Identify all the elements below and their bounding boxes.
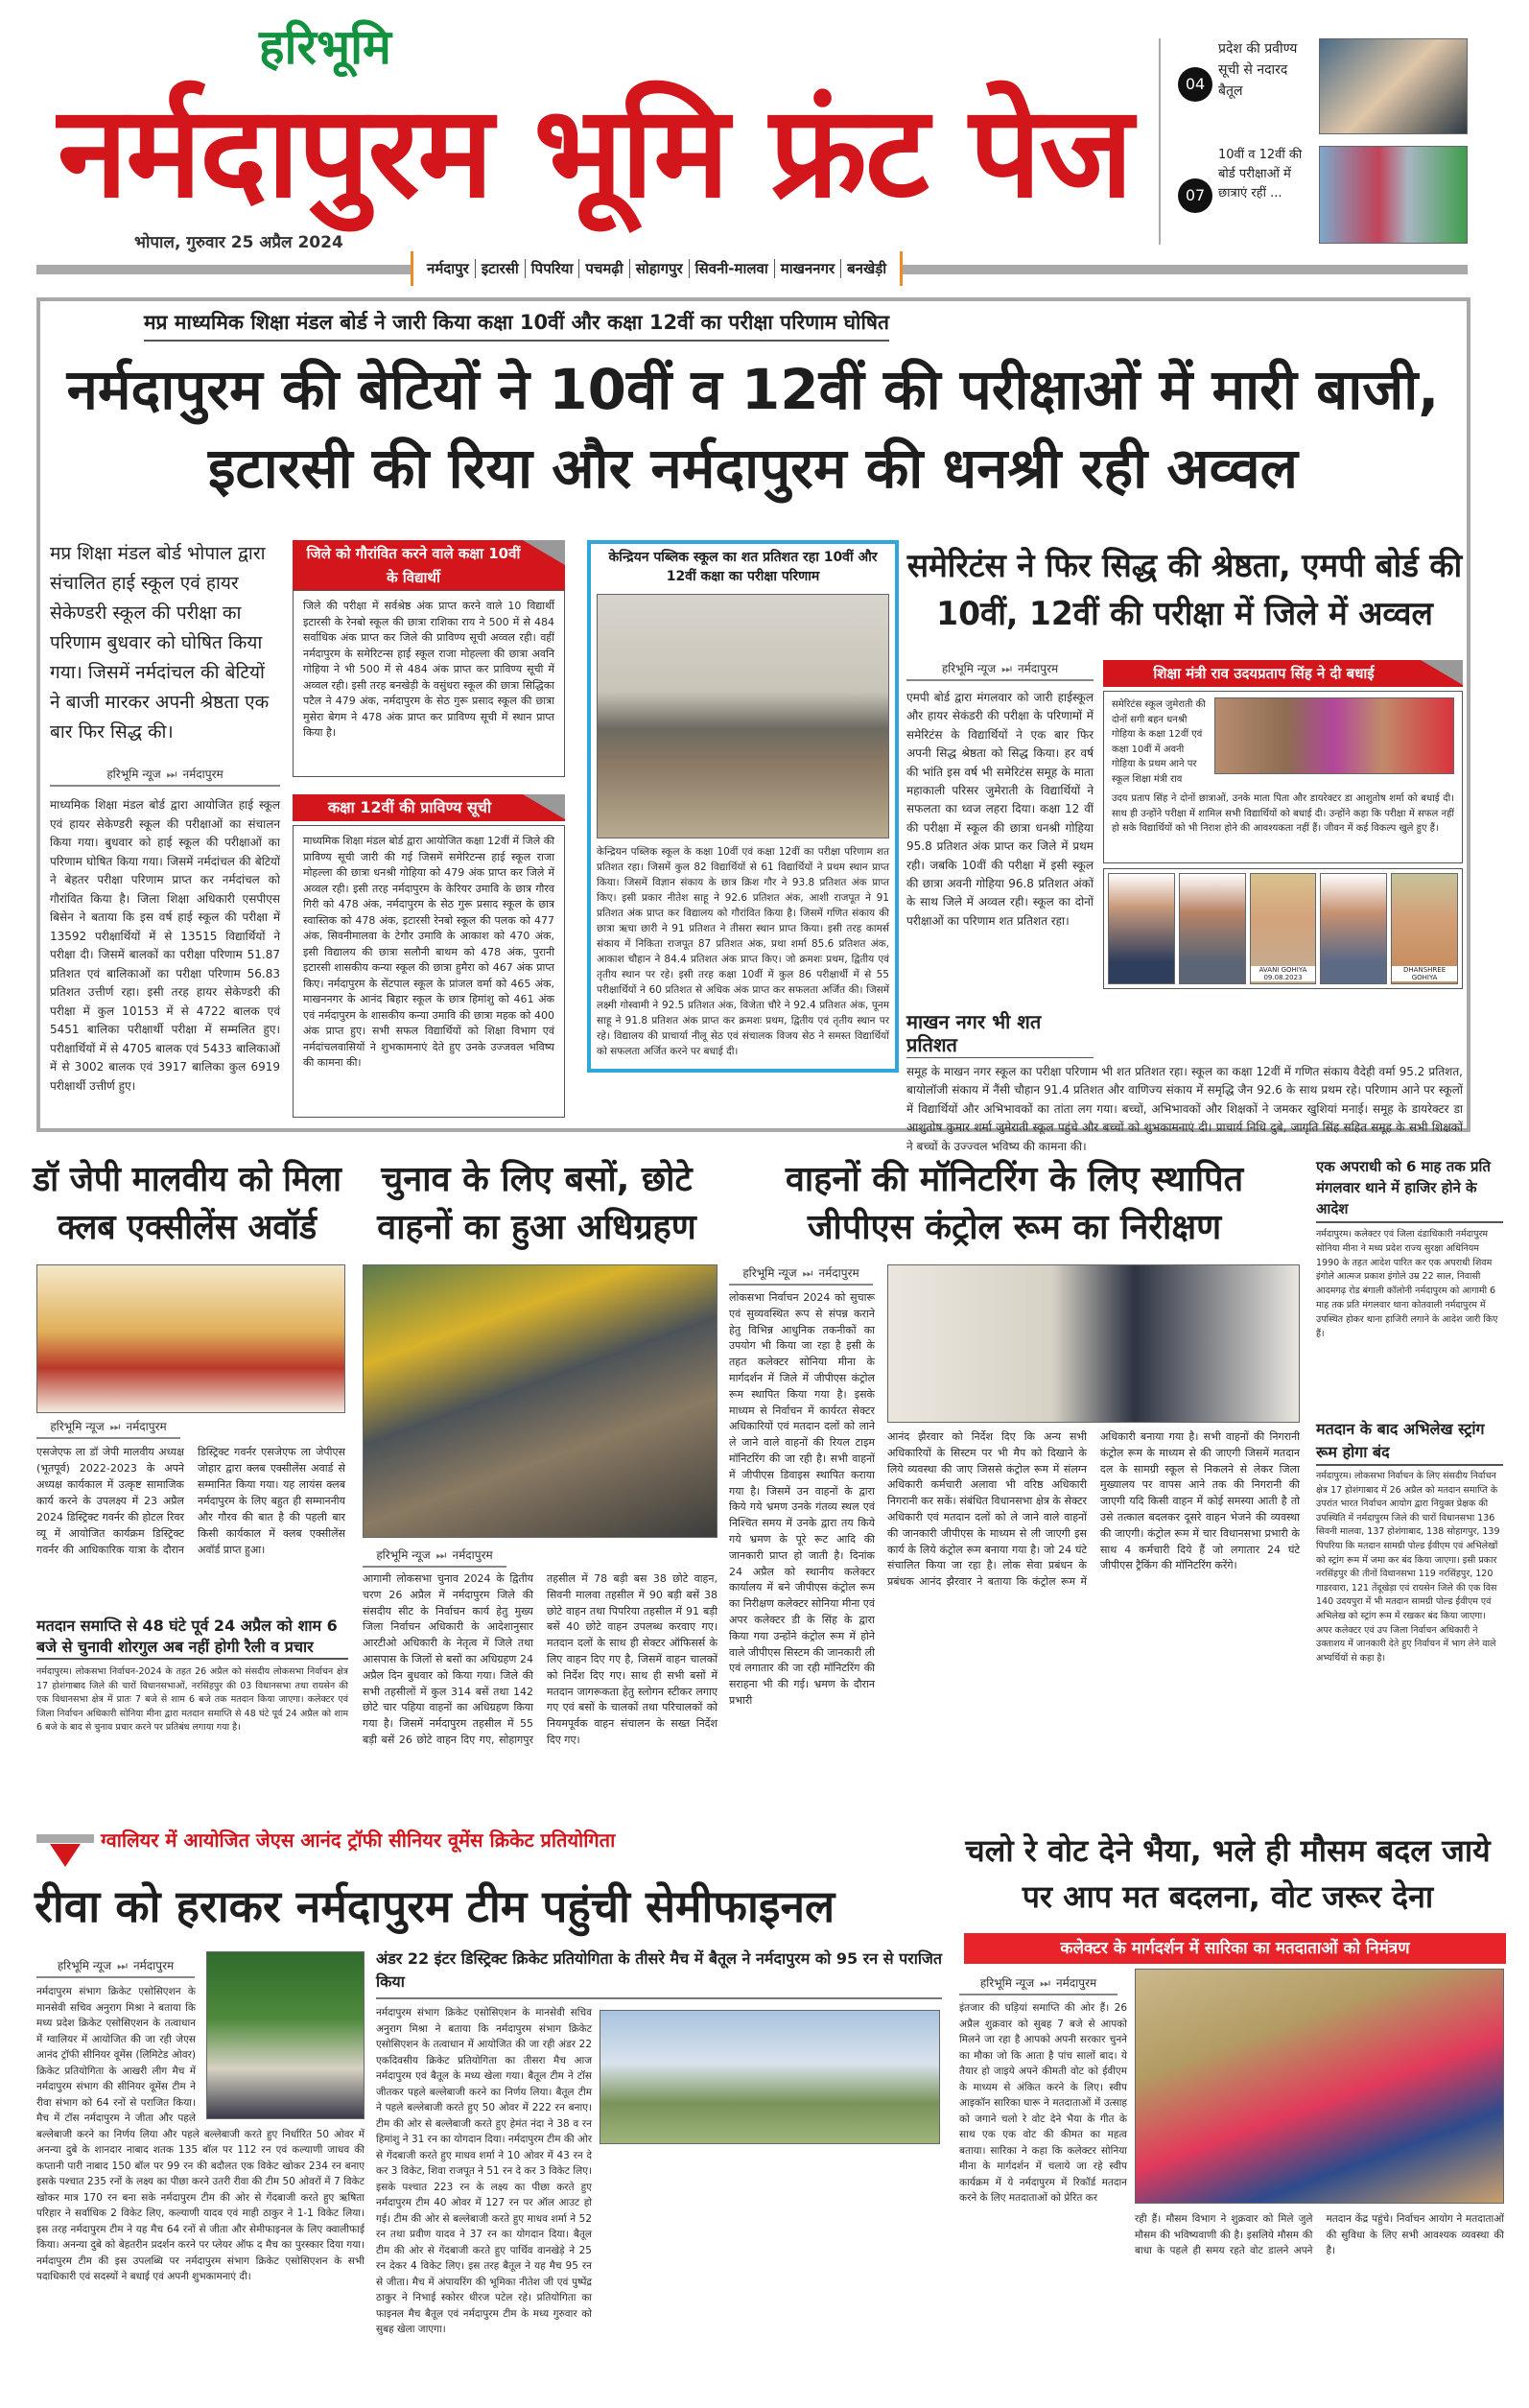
buses-body: आगामी लोकसभा चुनाव 2024 के द्वितीय चरण 26 अप्रैल में नर्मदापुरम जिले की संसदीय सीट के निर्वाचन कार्य हेतु मुख्य जिला निर्वाचन अधिकारी के आदेशानुसार आरटीओ अधिकारी के नेतृत्व में जिले तथा आसपास के जिलों से बसों का अधिग्रहण 24 अप्रैल दिन बुधवार को किया गया। जिले की सभी तहसीलों में कुल 314 बसें तथा 142 छोटे चार पहिया वाहनों का अधिग्रहण किया गया है। जिसमें नर्मदापुरम तहसील में 55 बड़ी बसें 26 छोटे वाहन दिए गए, सोहागपुर तहसील में 78 बड़ी बस 38 छोटे वाहन, सिवनी मालवा तहसील में 90 बड़ी बसें 38 छोटे वाहन तथा पिपरिया तहसील में 91 बड़ी बसें 40 छोटे वाहन उपलब्ध करवाए गए। मतदान दलों के साथ ही सेक्टर ऑफिसर्स के लिए वाहन दिए गए है, जिसमें वाहन चालकों को निर्देश दिए गए। साथ ही सभी बसों में मतदान जागरूकता हेतु स्लोगन स्टीकर लगाए गए एवं बसों के चालकों तथा परिचालकों को नियमपूर्वक वाहन संचालन के सख्त निर्देश दिए गए। (363, 1572, 717, 1746)
location-link[interactable]: नर्मदापुर (421, 259, 476, 278)
lead-headline: नर्मदापुरम की बेटियों ने 10वीं व 12वीं की परीक्षाओं में मारी बाजी, इटारसी की रिया और नर्मदापुरम की धनश्री रही अव्वल (66, 357, 1440, 501)
portrait-caption: DHANSHREE GOHIYA (1392, 966, 1457, 981)
gps-headline: वाहनों की मॉनिटरिंग के लिए स्थापित जीपीएस कंट्रोल रूम का निरीक्षण (785, 1160, 1244, 1247)
strongroom-body: नर्मदापुरम। लोकसभा निर्वाचन के लिए संसदीय निर्वाचन क्षेत्र 17 होशंगाबाद में 26 अप्रैल को मतदान समाप्ति के उपरांत भारत निर्वाचन आयोग द्वारा नियुक्त प्रेक्षक की उपस्थिति में नर्मदापुरम जिले की चारों विधानसभा 136 सिवनी मालवा, 137 होशंगाबाद, 138 सोहागपुर, 139 पिपरिया कि मतदान सामग्री पोल्ड ईवीएम एवं अभिलेखों को स्ट्रांग रूम में जमा कर बंद किया जाएगा। इसी प्रकार नरसिंहपुर की तीनों विधानसभा 119 नरसिंहपुर, 120 गाडरवारा, 121 तेंदूखेड़ा एवं रायसेन जिले की एक विस 140 उदयपुरा में भी मतदान सामग्री पोल्ड ईवीएम एवं अभिलेख को स्ट्रांग रूम में रखकर बंद किया जाएगा। अपर कलेक्टर एवं उप जिला निर्वाचन अधिकारी ने उक्ताशय में जानकारी देते हुए निर्वाचन में भाग लेने वाले अभ्यर्थियों से कहा है। (1316, 1471, 1500, 1664)
minister-body-bottom: उदय प्रताप सिंह ने दोनों छात्राओं, उनके माता पिता और डायरेक्टर डा आशुतोष शर्मा को बधाई दी। साथ ही उन्होंने परीक्षा में शामिल सभी विद्यार्थियों को बधाई दी। उन्होंने कहा कि परीक्षा में सफल नहीं हो सके विद्यार्थियों को भी निराश होने की आवश्यकता नहीं हैं। जीवन में कई विकल्प खुले हुए हैं। (1112, 793, 1454, 834)
minister-photo (1214, 697, 1454, 774)
buses-photo (363, 1264, 717, 1538)
malviya-headline: डॉ जेपी मालवीय को मिला क्लब एक्सीलेंस अवॉर्ड (33, 1160, 341, 1247)
kendriya-story (587, 540, 899, 1073)
u22-body: नर्मदापुरम संभाग क्रिकेट एसोसिएशन के मानसेवी सचिव अनुराग मिश्रा ने बताया कि नर्मदापुरम संभाग क्रिकेट एसोसिएशन के तत्वाधान में आयोजित की जा रही अंडर 22 एकदिवसीय क्रिकेट प्रतियोगिता का तीसरा मैच आज नर्मदापुरम एवं बैतूल के मध्य खेला गया। बैतूल टीम ने टॉस जीतकर पहले बल्लेबाजी करने का निर्णय लिया। बैतूल टीम ने पहले बल्लेबाजी करते हुए 50 ओवर में 222 रन बनाए। टीम की ओर से बल्लेबाजी करते हुए हेमंत नंदा ने 38 व रन हिमांशु ने 31 रन का योगदान दिया। नर्मदापुरम टीम की ओर से गेंदबाजी करते हुए माधव शर्मा ने 10 ओवर में 43 रन दे कर 3 विकेट, शिवा राजपूत ने 51 रन दे कर 3 विकेट लिए। इसके पश्चात 223 रन के लक्ष्य का पीछा करते हुए नर्मदापुरम टीम 40 ओवर में 127 रन पर ऑल आउट हो गई। टीम की ओर से बल्लेबाजी करते हुए माधव शर्मा ने 52 रन तथा प्रवीण यादव ने 37 रन का योगदान दिया। बैतूल टीम की ओर से गेंदबाजी करते हुए पार्थिव वानखेड़े ने 25 रन देकर 4 विकेट लिए। इस तरह बैतूल ने यह मैच 95 रन से जीता। मैच में अंपायरिंग की भूमिका नीतेश जी एवं पुष्पेंद्र ठाकुर ने निभाई स्कोरर धीरज पटेल रहे। प्रतियोगिता का फाइनल मैच बैतूल एवं नर्मदापुरम टीम के मध्य गुरुवार को सुबह खेला जाएगा। (376, 2007, 592, 2335)
samaritans-body-2: समूह के माखन नगर स्कूल का परीक्षा परिणाम भी शत प्रतिशत रहा। स्कूल का कक्षा 12वीं में गणित संकाय वैदेही वर्मा 95.2 प्रतिशत, बायोलॉजी संकाय में नैंसी चौहान 91.4 प्रतिशत और वाणिज्य संकाय में समृद्धि जैन 92.6 के साथ प्रथम रहे। परिणाम आने पर स्कूलों में विद्यार्थियों और अभिभावकों का तांता लग गया। बच्चों, अभिभावकों और शिक्षकों ने जमकर खुशियां मनाई। समूह के डायरेक्टर डा आशुतोष कुमार शर्मा जुमेराती स्कूल पहुंचे और बच्चों को शुभकामनाएं दी। प्राचार्य निधि दुबे, जागृति सिंह सहित समूह के सभी शिक्षकों ने बच्चों के उज्ज्वल भविष्य की कामना की। (906, 1065, 1463, 1153)
student-portrait (1108, 873, 1175, 984)
order-headline: एक अपराधी को 6 माह तक प्रति मंगलवार थाने में हाजिर होने के आदेश (1316, 1156, 1503, 1223)
byline-agency: हरिभूमि न्यूज (57, 1959, 112, 1972)
kicker-chevron-icon (50, 1844, 81, 1867)
gps-body: लोकसभा निर्वाचन 2024 को सुचारू एवं सुव्यवस्थित रूप से संपन्न कराने हेतु विभिन्न आधुनिक तकनीकों का उपयोग भी किया जा रहा है इसी के तहत कलेक्टर सोनिया मीना के मार्गदर्शन में जिले में जीपीएस कंट्रोल रूम स्थापित किया गया है। इसके माध्यम से निर्वाचन में कार्यरत सेक्टर अधिकारियों एवं मतदान दलों को लाने ले जाने वाले वाहनों की रियल टाइम मॉनिटरिंग की जा रही है। सभी वाहनों में जीपीएस डिवाइस स्थापित कराया गया है। जिसमें उन वाहनों के द्वारा किये गये भ्रमण उनके गंतव्य स्थल एवं निश्चित समय में उनके द्वारा तय किये गये भ्रमण के पूरे रूट आदि की जानकारी प्राप्त हो जाती है। दिनांक 24 अप्रैल को स्थानीय कलेक्टर कार्यालय में बने जीपीएस कंट्रोल रूम का निरीक्षण कलेक्टर सोनिया मीना एवं अपर कलेक्टर डी के सिंह के द्वारा किया गया उन्होंने कंट्रोल रूम में होने वाले जीपीएस सिस्टम की जानकारी ली एवं लगातार की जा रही मॉनिटरिंग की सराहना भी की गई। भ्रमण के दौरान प्रभारी (729, 1291, 875, 1707)
teaser-text: प्रदेश की प्रवीण्य सूची से नदारद बैतूल (1218, 41, 1298, 99)
location-link[interactable]: बनखेड़ी (847, 260, 887, 277)
samaritans-body: एमपी बोर्ड द्वारा मंगलवार को जारी हाईस्कूल और हायर सेकंडरी की परीक्षा के परिणामों में समेरिटंस के विद्यार्थियों ने एक बार फिर अपनी सिद्ध श्रेष्ठता को सिद्ध किया। हर वर्ष की भांति इस वर्ष भी समेरिटंस समूह के माता महाकाली परिसर जुमेराती के विद्यार्थियों ने सफलता का ध्वज लहरा दिया। कक्षा 12 वीं की परीक्षा में स्कूल की छात्रा धनश्री गोहिया 95.8 प्रतिशत अंक प्राप्त कर जिले में प्रथम रही। जबकि 10वीं की परीक्षा में इसी स्कूल की छात्रा अवनी गोहिया 96.8 प्रतिशत अंकों के साथ जिले में अव्वल रही। स्कूल का दोनों परीक्षाओं का परिणाम शत प्रतिशत रहा। (906, 691, 1094, 928)
byline-city: नर्मदापुरम (818, 1266, 859, 1280)
fast-forward-icon: ⏭ (802, 1266, 813, 1280)
location-link[interactable]: माखननगर (775, 259, 841, 278)
student-portrait (1179, 873, 1246, 984)
cricket-match-photo (600, 2010, 940, 2144)
samaritans-headline: समेरिटंस ने फिर सिद्ध की श्रेष्ठता, एमपी बोर्ड की 10वीं, 12वीं की परीक्षा में जिले में अव्वल (906, 547, 1463, 633)
fast-forward-icon: ⏭ (1001, 662, 1012, 675)
page-number-badge: 04 (1178, 67, 1212, 102)
box10-body: जिले की परीक्षा में सर्वश्रेष्ठ अंक प्राप्त करने वाले 10 विद्यार्थी इटारसी के रेनबो स्कूल की छात्रा राशिका राय ने 500 में से 484 सर्वाधिक अंक प्राप्त कर जिले की प्राविण्य सूची अव्वल रही। वहीं नर्मदापुरम के समेरिटन्स हाई स्कूल राजा मोहल्ला की छात्रा अवनि गोहिया ने भी 500 में से 484 अंक प्राप्त कर प्राविण्य सूची में अव्वल रही। इसी तरह बनखेड़ी के वसुंधरा स्कूल की छात्रा सिद्धिका पटैल ने 479 अंक, नर्मदापुरम के सेठ गुरू प्रसाद स्कूल की छात्रा मुसेरा बेगम ने 478 अंक प्राप्त कर प्राविण्य सूची में स्थान प्राप्त किया है। (293, 590, 565, 777)
kicker-bar (36, 1834, 94, 1843)
student-portrait (1320, 873, 1387, 984)
award-ceremony-photo (36, 1264, 345, 1413)
samaritans-subhead: माखन नगर भी शत प्रतिशत (906, 1010, 1094, 1058)
gps-body-2: आनंद झैरवार को निर्देश दिए कि अन्य सभी अधिकारियों के सिस्टम पर भी मैप को दिखाने के लिये व्यवस्था की जाए जिससे कंट्रोल रूम में संलग्न अधिकारी कर्मचारी अलावा भी वरिष्ठ अधिकारी निगरानी कर सकें। संबंधित विधानसभा क्षेत्र के सेक्टर अधिकारी एवं मतदान दलों को ले जाने वाले वाहनों की जानकारी जीपीएस के माध्यम से ली जाएगी इस कार्य के लिये कंट्रोल रूम बनाया गया है। जो 24 घंटे संचालित किया जा रहा है। लोक सेवा प्रबंधन के प्रबंधक आनंद झैरवार ने बताया कि कंट्रोल रूम में अधिकारी बनाया गया है। सभी वाहनों की निगरानी कंट्रोल रूम के माध्यम से की जाएगी जिसमें मतदान दल के सामग्री स्कूल से निकलने से लेकर जिला मुख्यालय पर वापस आने तक की निगरानी की जाएगी यदि किसी वाहन में कोई समस्या आती है तो उसे तत्काल बदलकर दूसरे वाहन भेजने की व्यवस्था की जाएगी। कंट्रोल रूम में चार विधानसभा प्रभारी के साथ 4 कर्मचारी दिये हैं जो लगातार 24 घंटे जीपीएस ट्रैकिंग की मॉनिटरिंग करेंगे। (887, 1430, 1300, 1589)
byline (36, 1957, 195, 1978)
portrait-caption: AVANI GOHIYA 09.08.2023 (1251, 966, 1316, 981)
lead-deck: मप्र माध्यमिक शिक्षा मंडल बोर्ड ने जारी किया कक्षा 10वीं और कक्षा 12वीं का परीक्षा परिणाम घोषित (144, 309, 889, 342)
teaser-photo (1319, 146, 1468, 244)
team-photo-gap (196, 1984, 365, 2126)
byline-agency: हरिभूमि न्यूज (376, 1548, 431, 1562)
student-portraits (1103, 868, 1463, 989)
u22-headline: अंडर 22 इंटर डिस्ट्रिक्ट क्रिकेट प्रतियोगिता के तीसरे मैच में बैतूल ने नर्मदापुरम को 95 रन से पराजित किया (376, 1948, 942, 1999)
cricket-headline: रीवा को हराकर नर्मदापुरम टीम पहुंची सेमीफाइनल (35, 1880, 835, 1932)
box12-body: माध्यमिक शिक्षा मंडल बोर्ड द्वारा आयोजित कक्षा 12वीं में जिले की प्राविण्य सूची जारी की गई जिसमें समेरिटन्स हाई स्कूल राजा मोहल्ला की छात्रा धनश्री गोहिया को 479 अंक प्राप्त कर जिले में अव्वल रही। इसी तरह नर्मदापुरम के केरियर उमावि के छात्र गौरव गिरी को 478 अंक, नर्मदापुरम के सेठ गुरू प्रसाद स्कूल के छात्र स्वास्तिक को 478 अंक, इटारसी रेनबो स्कूल की पलक को 477 अंक, सिवनीमालवा के टेगौर उमावि के आकाश को 470 अंक, इसी विद्यालय की छात्रा सलौनी बाथम को 478 अंक, पुरानी इटारसी शासकीय कन्या स्कूल की छात्रा हुमैरा को 467 अंक प्राप्त किए। नर्मदापुरम के सेंटपाल स्कूल के प्रांजल वर्मा को 465 अंक, माखननगर के आनंद बिहार स्कूल के छात्र हिमांशु को 461 अंक एवं नर्मदापुरम के शासकीय कन्या उमावि की छात्रा महक को 400 अंक प्राप्त हुए। सभी सफल विद्यार्थियों को शिक्षा विभाग एवं नर्मदांचलवासियों ने शुभकामनाएं देते हुए उनके उज्जवल भविष्य की कामना की। (293, 825, 565, 1118)
lead-body: माध्यमिक शिक्षा मंडल बोर्ड द्वारा आयोजित हाई स्कूल एवं हायर सेकेण्डरी स्कूल की परीक्षाओं का संचालन किया गया। बुधवार को हाई स्कूल की परीक्षाओं का परिणाम घोषित किया गया। जिसमें नर्मदांचल की बेटियों ने बेहतर परीक्षा परिणाम प्राप्त कर नर्मदांचल को गौरांवित किया है। जिला शिक्षा अधिकारी एसपीएस बिसेन ने बताया कि इस वर्ष हाई स्कूल की परीक्षा में 13592 परीक्षार्थियों में से 13515 विद्यार्थियों ने परीक्षा दी। जिसमें बालकों का परीक्षा परिणाम 51.87 प्रतिशत एवं बालिकाओं का परीक्षा परिणाम 56.83 प्रतिशत उत्तीर्ण रहा। इसी तरह हायर सेकेण्डरी की परीक्षा में कुल 10153 में से 4722 बालक एवं 5451 बालिका परीक्षार्थी परीक्षा में सम्मलित हुए। परीक्षार्थियों में से 4705 बालक एवं 5433 बालिकाओं में से 3002 बालक एवं 3917 बालिका कुल 6919 परीक्षार्थी उत्तीर्ण हुए। (50, 798, 280, 1093)
byline (906, 660, 1094, 681)
byline-city: नर्मदापुरम (1017, 662, 1059, 675)
order-body: नर्मदापुरम। कलेक्टर एवं जिला दंडाधिकारी नर्मदापुरम सोनिया मीना ने मध्य प्रदेश राज्य सुरक्षा अधिनियम 1990 के तहत आदेश पारित कर एक अपराधी शिवम इंगोले आत्मज प्रकाश इंगोले उम्र 22 साल, निवासी आदमगढ़ रोड बंगाली कॉलोनी नर्मदापुरम को आगामी 6 माह तक प्रति मंगलवार थाना कोतवाली नर्मदापुरम में उपस्थित होकर थाना हाजिरी लगाने के आदेश जारी किए हैं। (1316, 1229, 1498, 1339)
student-portrait (1391, 873, 1458, 984)
byline-agency: हरिभूमि न्यूज (742, 1266, 797, 1280)
fast-forward-icon: ⏭ (1040, 1976, 1050, 1990)
page-title: नर्मदापुरम भूमि फ्रंट पेज (58, 79, 1132, 226)
lead-intro: मप्र शिक्षा मंडल बोर्ड भोपाल द्वारा संचालित हाई स्कूल एवं हायर सेकेण्डरी स्कूल की परीक्षा का परिणाम बुधवार को घोषित किया गया। जिसमें नर्मदांचल की बेटियों ने बाजी मारकर अपनी श्रेष्ठता एक बार फिर सिद्ध की। (50, 543, 270, 743)
page-number-badge: 07 (1178, 178, 1212, 213)
location-link[interactable]: पिपरिया (526, 259, 580, 278)
byline-city: नर्मदापुरम (132, 1959, 175, 1972)
silence-body: नर्मदापुरम। लोकसभा निर्वाचन-2024 के तहत 26 अप्रैल को संसदीय लोकसभा निर्वाचन क्षेत्र 17 होशंगाबाद जिले की चारों विधानसभाओं, नरसिंहपुर की 03 विधानसभा तथा रायसेन की एक विधानसभा क्षेत्र में प्रातः 7 बजे से शाम 6 बजे तक मतदान किया जाएगा। कलेक्टर एवं जिला निर्वाचन अधिकारी सोनिया मीना द्वारा मतदान समाप्ति से 48 घंटे पूर्व 24 अप्रैल को शाम 6 बजे के बाद से चुनाव प्रचार करने पर प्रतिबंध लगाया गया है। (36, 1666, 348, 1733)
buses-headline: चुनाव के लिए बसों, छोटे वाहनों का हुआ अधिग्रहण (377, 1160, 696, 1247)
brand-logo: हरिभूमि (259, 19, 391, 75)
byline-agency: हरिभूमि न्यूज (979, 1976, 1035, 1990)
location-link[interactable]: पचमढ़ी (579, 259, 629, 278)
edition-date: भोपाल, गुरुवार 25 अप्रैल 2024 (134, 233, 343, 252)
teaser-rail (1159, 38, 1470, 245)
byline (363, 1546, 506, 1568)
byline (50, 766, 280, 787)
fast-forward-icon: ⏭ (117, 1959, 128, 1972)
minister-body-side: समेरिटंस स्कूल जुमेराती की दोनों सगी बहन धनश्री गोहिया के कक्षा 12वीं एवं कक्षा 10वीं में अवनी गोहिया के प्रथम आने पर स्कूल शिक्षा मंत्री राव (1112, 699, 1206, 785)
control-room-photo (887, 1264, 1300, 1423)
kendriya-headline: केन्द्रियन पब्लिक स्कूल का शत प्रतिशत रहा 10वीं और 12वीं कक्षा का परीक्षा परिणाम (608, 550, 878, 584)
byline-agency: हरिभूमि न्यूज (941, 662, 997, 675)
teaser-1[interactable] (1170, 38, 1468, 134)
school-group-photo (597, 594, 889, 838)
teaser-text: 10वीं व 12वीं की बोर्ड परीक्षाओं में छात्राएं रहीं ... (1218, 148, 1303, 201)
minister-title: शिक्षा मंत्री राव उदयप्रताप सिंह ने दी बधाई (1103, 660, 1463, 687)
cricket-body: नर्मदापुरम संभाग क्रिकेट एसोसिएशन के मानसेवी सचिव अनुराग मिश्रा ने बताया कि मध्य प्रदेश क्रिकेट एसोसिएशन के तत्वाधान में ग्वालियर में आयोजित की जा रही जेएस आनंद ट्रॉफी सीनियर वूमेंस (लिमिटेड ओवर) क्रिकेट प्रतियोगिता के आखरी लीग मैच में नर्मदापुरम संभाग की सीनियर वूमेंस टीम ने रीवा संभाग को 64 रनों से पराजित किया। मैच में टॉस नर्मदापुरम ने जीता और पहले बल्लेबाजी करने का निर्णय लिया और पहले बल्लेबाजी करते हुए निर्धारित 50 ओवर में अनन्या दुबे के शानदार नाबाद शतक 135 बॉल पर 112 रन एवं कल्याणी जाधव की कप्तानी पारी नाबाद 150 बॉल पर 99 रन की बदौलत एक विकेट खोकर 234 रन बनाए इसके पश्चात 235 रनों के लक्ष्य का पीछा करने उतरी रीवा की टीम 50 ओवरों में 7 विकेट खोकर मात्र 170 रन बना सके नर्मदापुरम टीम की ओर से गेंदबाजी करते हुए ऋषिता परिहार ने सर्वाधिक 2 विकेट लिए, कल्याणी यादव एवं माही ठाकुर ने 1-1 विकेट लिया। इस तरह नर्मदापुरम टीम ने यह मैच 64 रनों से जीता और सेमीफाइनल के लिए क्वालीफाई किया। अनन्या दुबे को बेहतरीन प्रदर्शन करने पर प्लेयर ऑफ द मैच का पुरस्कार दिया गया। नर्मदापुरम टीम की इस उपलब्धि पर नर्मदापुरम संभाग क्रिकेट एसोसिएशन के सभी पदाधिकारी एवं सदस्यों ने बधाई एवं अपनी शुभकामनाएं दी। (36, 1986, 365, 2282)
vote-headline: चलो रे वोट देने भैया, भले ही मौसम बदल जाये पर आप मत बदलना, वोट जरूर देना (965, 1832, 1491, 1915)
location-link[interactable]: इटारसी (476, 259, 526, 278)
teaser-2[interactable] (1170, 146, 1468, 244)
minister-box (1103, 691, 1463, 863)
cricket-kicker: ग्वालियर में आयोजित जेएस आनंद ट्रॉफी सीनियर वूमेंस क्रिकेट प्रतियोगिता (101, 1829, 616, 1852)
fast-forward-icon: ⏭ (435, 1548, 447, 1562)
student-portrait (1250, 873, 1317, 984)
vote-banner: कलेक्टर के मार्गदर्शन में सारिका का मतदाताओं को निमंत्रण (964, 1933, 1506, 1964)
teaser-photo (1319, 38, 1468, 134)
fast-forward-icon: ⏭ (109, 1420, 121, 1433)
byline-agency: हरिभूमि न्यूज (50, 1420, 105, 1433)
byline (729, 1264, 873, 1286)
byline-city: नर्मदापुरम (182, 767, 223, 781)
location-link[interactable]: सोहागपुर (630, 259, 690, 278)
byline-city: नर्मदापुरम (452, 1548, 493, 1562)
sarika-photo (1135, 1969, 1504, 2204)
vote-body: इंतजार की घड़ियां समाप्ति की ओर हैं। 26 अप्रैल शुक्रवार को सुबह 7 बजे से आपको मिलने जा रहा है आपको अपनी सरकार चुनने का मौका जो कि आता है पांच सालों बाद। ये तैयार हो जाइये अपने कीमती वोट को ईवीएम के माध्यम से अंकित करने के लिए। स्वीप आइकॉन सारिका घारू ने मतदाताओं में उत्साह को जगाने चलो रे वोट देने भैया के गीत के साथ एक एक वोट की कीमत का महत्व बताया। सारिका ने कहा कि कलेक्टर सोनिया मीना के मार्गदर्शन में चलाये जा रहे स्वीप कार्यक्रम में ये नर्मदापुरम में रिकॉर्ड मतदान करने के लिए मतदाताओं को प्रेरित कर (959, 2002, 1127, 2204)
malviya-body: एसजेएफ ला डॉ जेपी मालवीय अध्यक्ष (भूतपूर्व) 2022-2023 के अपने अध्यक्ष कार्यकाल में उत्कृष्ट सामाजिक कार्य करने के उपलक्ष्य में 23 अप्रैल 2024 डिस्ट्रिक्ट गवर्नर की होटल रिवर व्यू में आयोजित कार्यक्रम डिस्ट्रिक्ट गवर्नर की आधिकारिक यात्रा के दौरान डिस्ट्रिक्ट गवर्नर एसजेएफ ला जेपीएस जोहार द्वारा क्लब एक्सीलेंस अवार्ड से सम्मानित किया गया। यह लायंस क्लब नर्मदापुरम के लिए बहुत ही सम्माननीय और गौरव की बात है की पहली बार किसी कार्यकाल में क्लब एक्सीलेंस अवॉर्ड प्राप्त हुआ। (36, 1446, 345, 1556)
cricket-body-column (36, 1984, 365, 2401)
byline-agency: हरिभूमि न्यूज (106, 767, 161, 781)
kendriya-body: केन्द्रियन पब्लिक स्कूल के कक्षा 10वीं एवं कक्षा 12वीं का परीक्षा परिणाम शत प्रतिशत रहा। जिसमें कुल 82 विद्यार्थियों से 61 विद्यार्थियों ने प्रथम स्थान प्राप्त किया। जिसमें विज्ञान संकाय के छात्र क्रिश गौर ने 93.8 प्रतिशत अंक प्राप्त किए। इसी प्रकार नीतेश साहू ने 92.6 प्रतिशत अंक, आशी राजपूत ने 91 प्रतिशत अंक प्राप्त कर विद्यालय को गौरांवित किया है। जिसमें गणित संकाय की छात्रा ऋचा छारी ने 91 प्रतिशत ने तीसरा स्थान प्राप्त किया। इसी तरह कामर्स संकाय में निकिता राजपूत 87 प्रतिशत अंक, प्रथा शर्मा 85.6 प्रतिशत अंक, आकाश चौहान ने 84.4 प्रतिशत अंक प्राप्त किए। जो क्रमशः प्रथम, द्वितीय एवं तृतीय स्थान पर रहे। इसी तरह कक्षा 10वीं में कुल 86 परीक्षार्थी में से 55 परीक्षार्थियों ने 60 प्रतिशत से अधिक अंक प्राप्त कर सफलता अर्जित की। जिसमें लक्ष्मी गोस्वामी ने 92.5 प्रतिशत अंक, विजेता चौरे ने 92.4 प्रतिशत अंक, पूनम साहू ने 91.8 प्रतिशत अंक प्राप्त कर क्रमशः प्रथम, द्वितीय एवं तृतीय स्थान पर रहे। विद्यालय की प्राचार्या नीलू सेठ एवं संचालक विजय सेठ ने समस्त विद्यार्थियों को सफलता अर्जित करने पर बधाई दी। (597, 846, 889, 1057)
silence-headline: मतदान समाप्ति से 48 घंटे पूर्व 24 अप्रैल को शाम 6 बजे से चुनावी शोरगुल अब नहीं होगी रैली व प्रचार (36, 1616, 348, 1660)
vote-body-2: रही हैं। मौसम विभाग ने शुक्रवार को मिले जुले मौसम की भविष्यवाणी की है। इसलिये मौसम की बाधा के पहले ही समय रहते वोट डालने अपने मतदान केंद्र पहुंचे। निर्वाचन आयोग ने मतदाताओं की सुविधा के लिए सभी आवश्यक व्यवस्था की है। (1135, 2213, 1504, 2256)
location-link[interactable]: सिवनी-मालवा (690, 259, 775, 278)
byline (36, 1418, 180, 1439)
byline-city: नर्मदापुरम (1055, 1976, 1097, 1990)
byline (959, 1974, 1117, 1995)
fast-forward-icon: ⏭ (166, 767, 177, 781)
box12-title: कक्षा 12वीं की प्राविण्य सूची (293, 794, 565, 821)
byline-city: नर्मदापुरम (126, 1420, 167, 1433)
location-bar (411, 251, 903, 286)
box10-title: जिले को गौरांवित करने वाले कक्षा 10वीं के विद्यार्थी (293, 540, 565, 590)
strongroom-headline: मतदान के बाद अभिलेख स्ट्रांग रूम होगा बंद (1316, 1418, 1503, 1466)
